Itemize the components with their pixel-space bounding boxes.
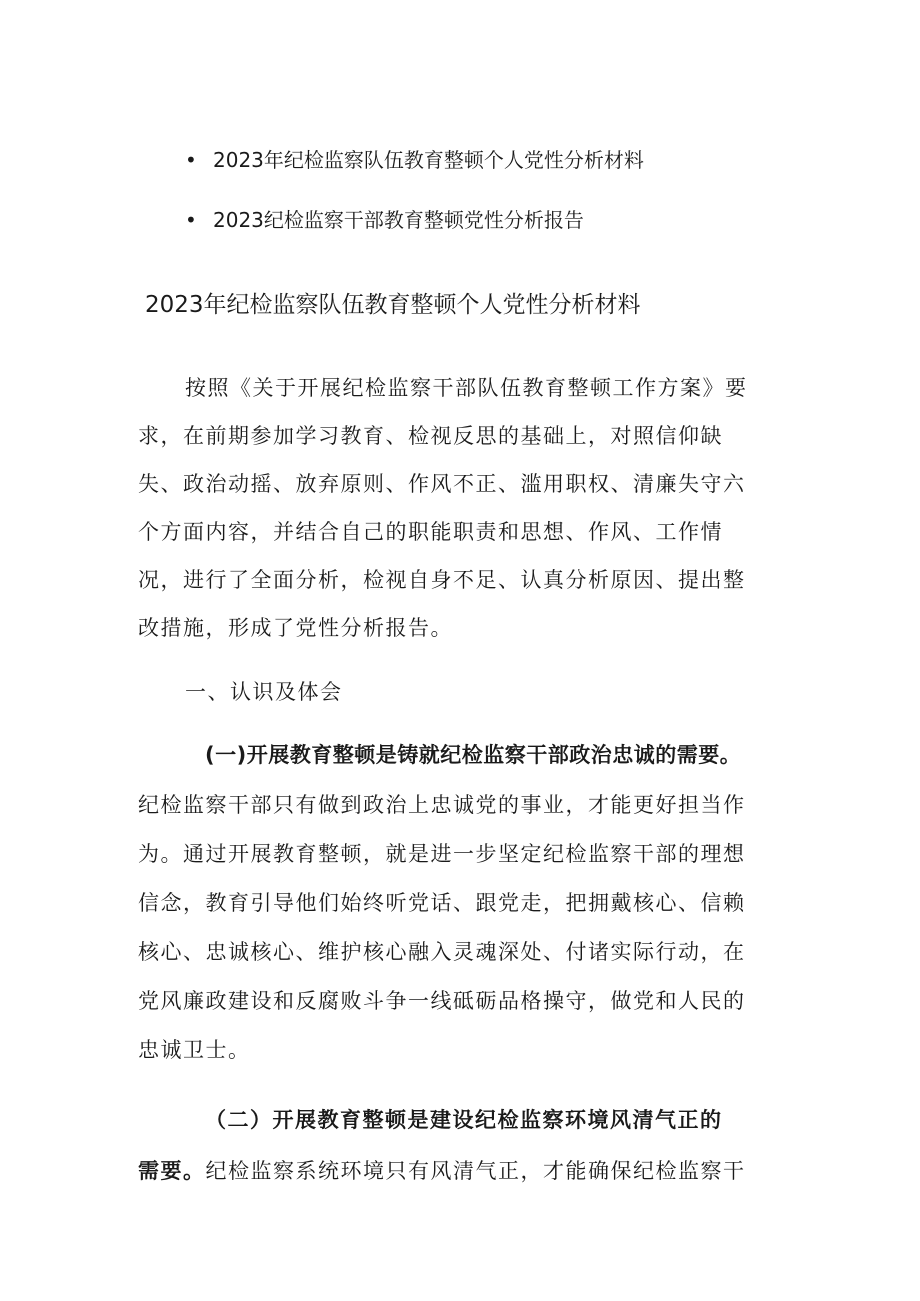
bullet-icon: • — [185, 148, 197, 172]
intro-line: 改措施，形成了党性分析报告。 — [138, 616, 453, 640]
intro-line: 况，进行了全面分析，检视自身不足、认真分析原因、提出整 — [138, 568, 746, 592]
intro-line: 失、政治动摇、放弃原则、作风不正、滥用职权、清廉失守六 — [138, 472, 746, 496]
body-line: 为。通过开展教育整顿，就是进一步坚定纪检监察干部的理想 — [138, 842, 746, 866]
bullet-icon: • — [185, 208, 197, 232]
section-heading: 一、认识及体会 — [185, 680, 343, 704]
intro-line: 求，在前期参加学习教育、检视反思的基础上，对照信仰缺 — [138, 424, 723, 448]
toc-item-label[interactable]: 2023纪检监察干部教育整顿党性分析报告 — [213, 208, 584, 232]
intro-line: 按照《关于开展纪检监察干部队伍教育整顿工作方案》要 — [185, 376, 748, 400]
toc-item[interactable] — [185, 204, 584, 233]
toc-item[interactable] — [185, 144, 644, 173]
body-text: 纪检监察系统环境只有风清气正，才能确保纪检监察干 — [205, 1159, 746, 1183]
subsection-heading-tail: 需要。 — [138, 1159, 206, 1183]
document-title: 2023年纪检监察队伍教育整顿个人党性分析材料 — [145, 292, 641, 318]
subsection-heading: （二）开展教育整顿是建设纪检监察环境风清气正的 — [205, 1108, 723, 1132]
body-line — [138, 1155, 746, 1185]
body-line: 党风廉政建设和反腐败斗争一线砥砺品格操守，做党和人民的 — [138, 989, 746, 1013]
toc-item-label[interactable]: 2023年纪检监察队伍教育整顿个人党性分析材料 — [213, 148, 644, 172]
body-line: 信念，教育引导他们始终听党话、跟党走，把拥戴核心、信赖 — [138, 891, 746, 915]
intro-line: 个方面内容，并结合自己的职能职责和思想、作风、工作情 — [138, 520, 723, 544]
subsection-heading: (一)开展教育整顿是铸就纪检监察干部政治忠诚的需要。 — [205, 743, 742, 767]
body-line: 纪检监察干部只有做到政治上忠诚党的事业，才能更好担当作 — [138, 793, 746, 817]
body-line: 核心、忠诚核心、维护核心融入灵魂深处、付诸实际行动，在 — [138, 940, 746, 964]
body-line: 忠诚卫士。 — [138, 1038, 251, 1062]
